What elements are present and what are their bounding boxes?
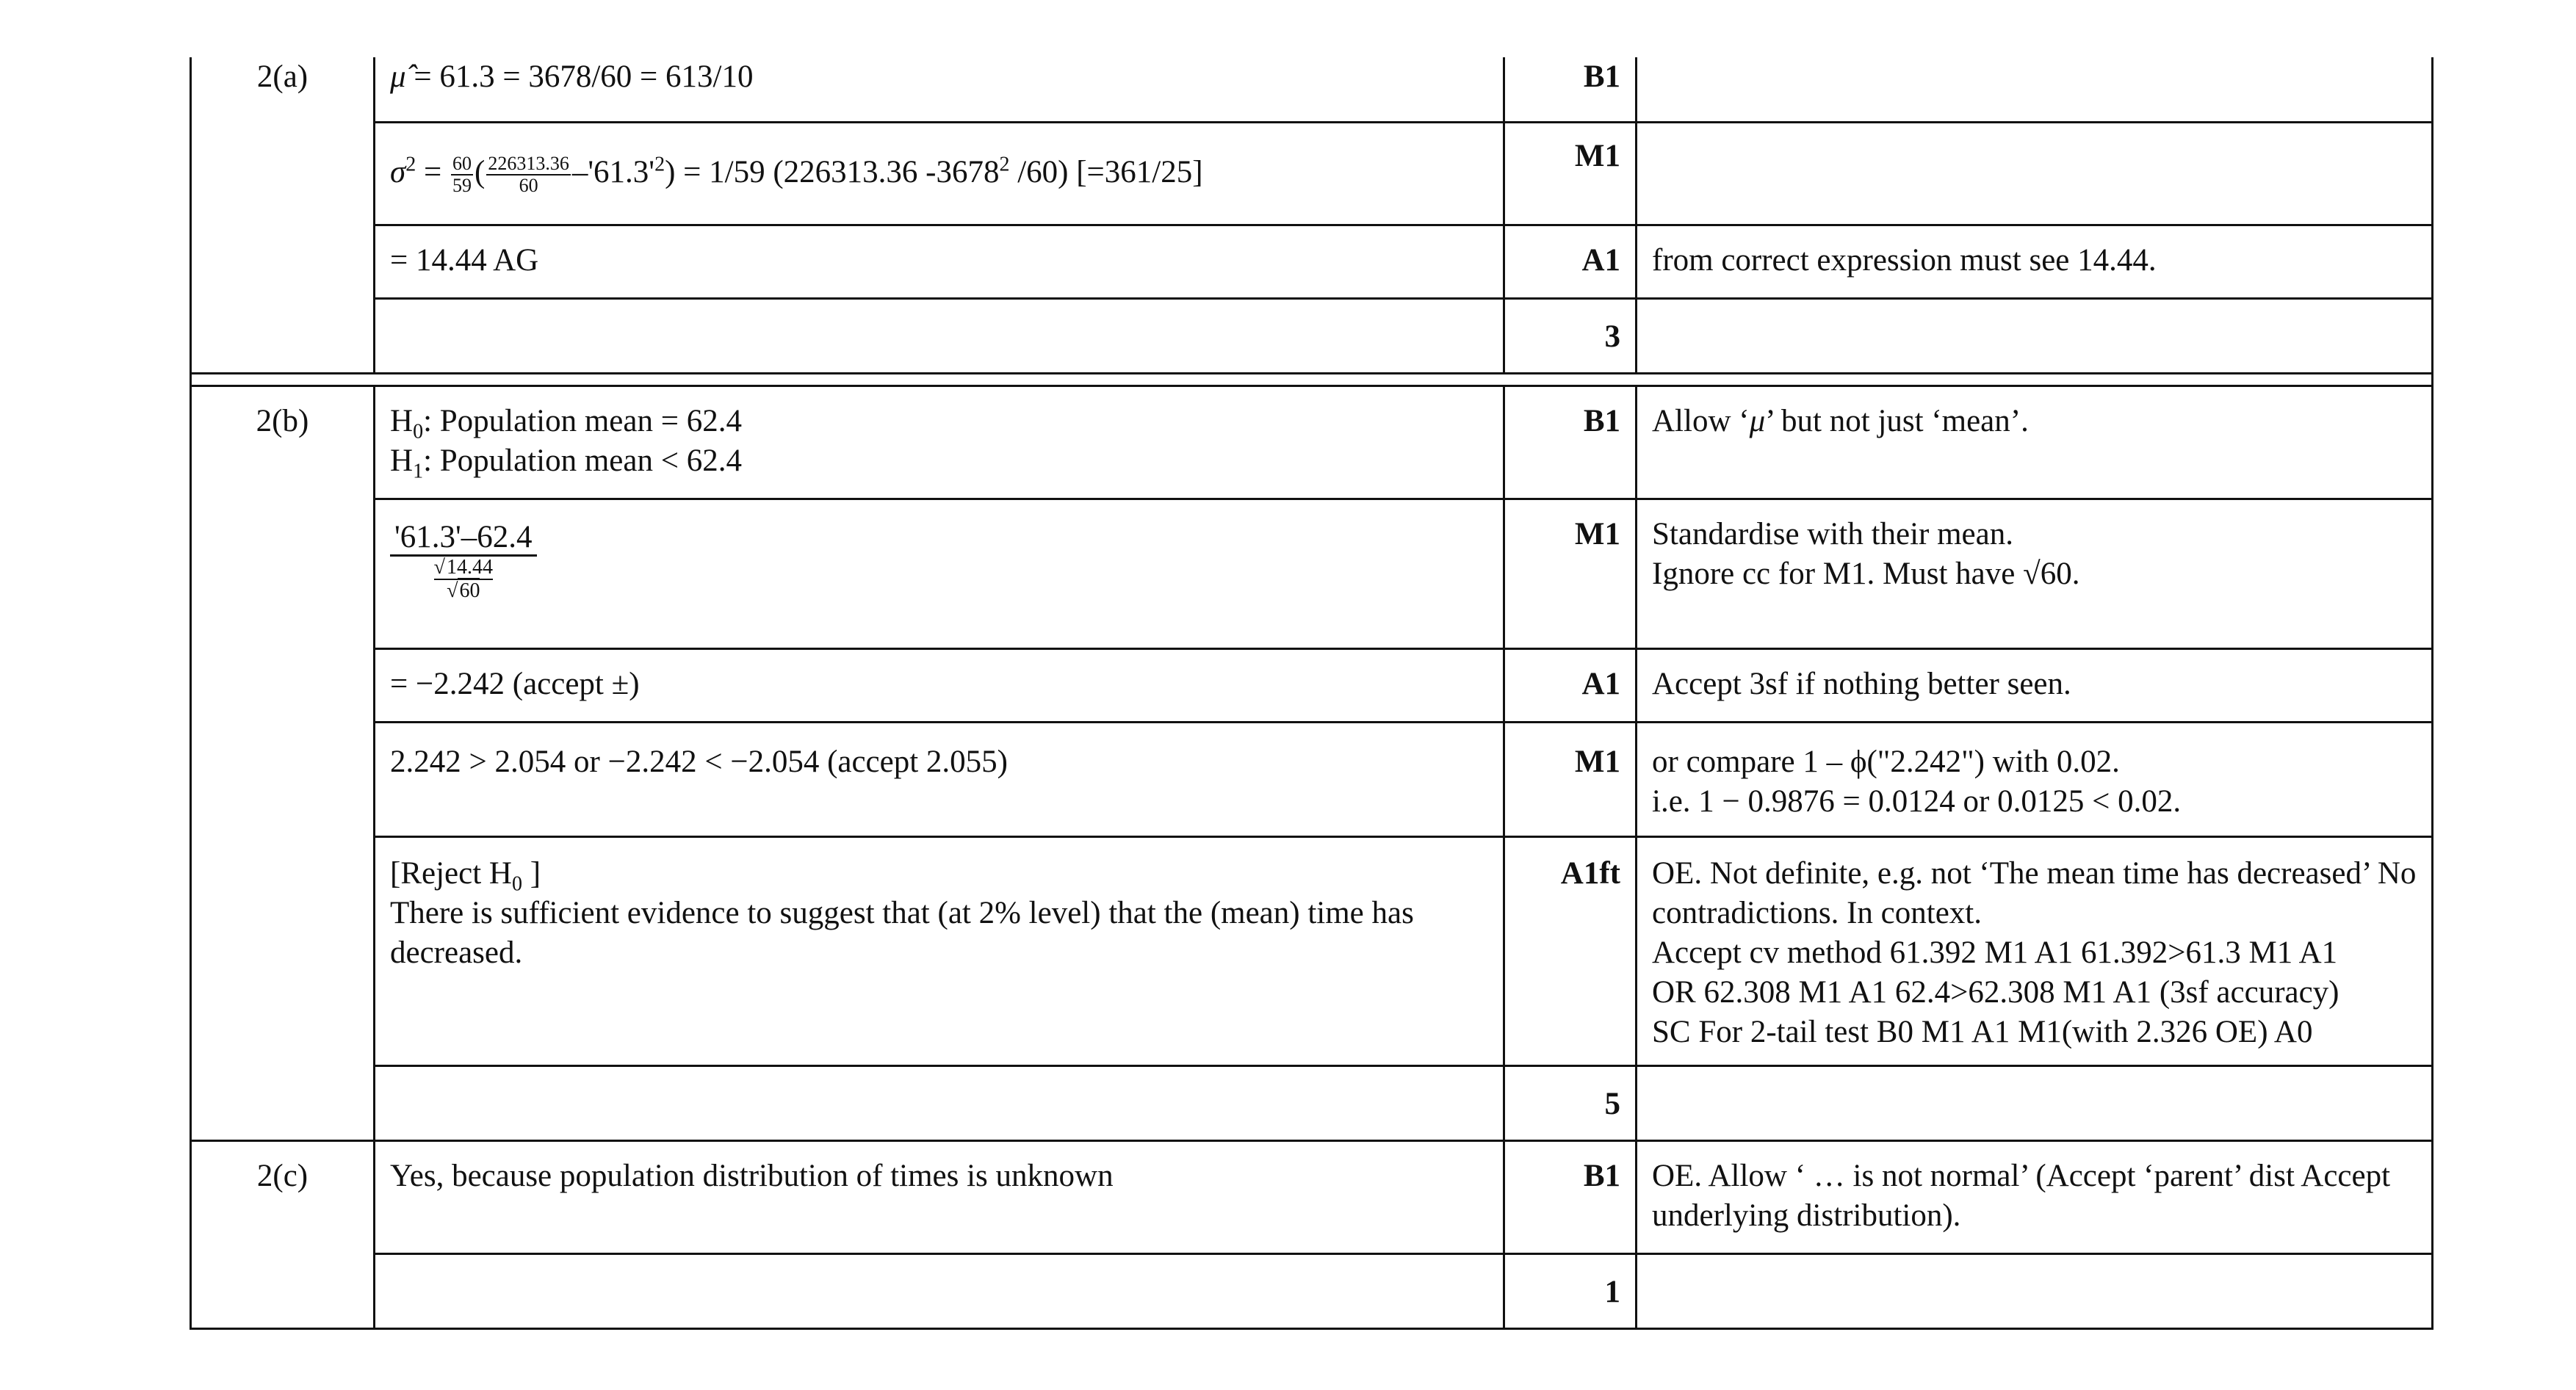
divider-cell	[191, 373, 2433, 385]
sqrt-value: 14.44	[446, 555, 493, 579]
h0-letter: H	[390, 403, 414, 438]
table-row	[191, 225, 2433, 298]
guidance-text: OR 62.308 M1 A1 62.4>62.308 M1 A1 (3sf accuracy)	[1652, 974, 2339, 1010]
answer-sigma-squared: $\sigma^2$ = $\frac{60}{59}$ ( $\frac{226313.36}{60}$ $-'61.3'^2) = 1/59$ (226313.36 -3678$^2$ /60) [=361/25]	[375, 122, 1504, 225]
fraction-denominator: 59	[452, 174, 472, 196]
mu-symbol: μ	[1749, 403, 1766, 438]
nested-denominator: √60	[447, 579, 480, 602]
total-marks-2b: 5	[1504, 1065, 1637, 1140]
mark-a1ft: A1ft	[1504, 836, 1637, 1065]
question-label-2a: 2(a)	[191, 57, 375, 373]
sigma-tail: /60) [=361/25]	[1009, 154, 1203, 189]
guidance-a1	[1637, 225, 2433, 298]
sigma-rest: ) = 1/59 (226313.36 -3678	[665, 154, 1000, 189]
standardise-fraction	[390, 521, 537, 602]
fraction-numerator: 60	[452, 152, 472, 174]
guidance-empty	[1637, 1065, 2433, 1140]
guidance-empty	[1637, 122, 2433, 225]
reject-text: ]	[522, 855, 541, 891]
sigma-mid-term: –'61.3'	[571, 154, 655, 189]
answer-compare	[375, 722, 1504, 836]
nested-fraction	[434, 557, 493, 602]
table-row	[191, 1253, 2433, 1328]
answer-empty	[375, 1065, 1504, 1140]
table-row	[191, 385, 2433, 499]
mark-b1: B1	[1504, 57, 1637, 122]
reject-text: [Reject H	[390, 855, 512, 891]
guidance-text: Accept 3sf if nothing better seen.	[1652, 666, 2071, 701]
fraction-sum-x2	[486, 153, 571, 196]
mu-hat-expression: = 61.3 = 3678/60 = 613/10	[405, 59, 754, 94]
mark-m1: M1	[1504, 122, 1637, 225]
guidance-text: from correct expression must see 14.44.	[1652, 242, 2157, 278]
guidance-empty	[1637, 57, 2433, 122]
table-row	[191, 836, 2433, 1065]
guidance-text: ’ but not just ‘mean’.	[1765, 403, 2029, 438]
guidance-b1	[1637, 385, 2433, 499]
sqrt-value: 60	[459, 579, 480, 602]
h1-letter: H	[390, 443, 414, 478]
result-text: = 14.44 AG	[390, 242, 539, 278]
table-row	[191, 722, 2433, 836]
guidance-text: Accept cv method 61.392 M1 A1 61.392>61.3 M1 A1	[1652, 935, 2338, 970]
mark-a1: A1	[1504, 225, 1637, 298]
table-row	[191, 122, 2433, 225]
nested-numerator: √14.44	[433, 555, 493, 579]
mark-b1: B1	[1504, 1140, 1637, 1253]
h0-subscript: 0	[413, 420, 424, 444]
mark-m1: M1	[1504, 722, 1637, 836]
guidance-m1-compare	[1637, 722, 2433, 836]
mark-scheme-table	[190, 57, 2434, 1330]
question-label-2c: 2(c)	[191, 1140, 375, 1328]
fraction-numerator: 226313.36	[488, 152, 569, 174]
guidance-m1	[1637, 499, 2433, 648]
guidance-text: OE. Allow ‘ … is not normal’ (Accept ‘parent’ dist Accept underlying distribution).	[1652, 1158, 2391, 1233]
fraction-numerator: '61.3'–62.4	[390, 521, 537, 557]
answer-conclusion	[375, 836, 1504, 1065]
answer-result	[375, 225, 1504, 298]
fraction-denominator	[390, 557, 537, 602]
table-row	[191, 1140, 2433, 1253]
guidance-text: i.e. 1 − 0.9876 = 0.0124 or 0.0125 < 0.02.	[1652, 783, 2182, 819]
guidance-empty	[1637, 1253, 2433, 1328]
guidance-text: SC For 2-tail test B0 M1 A1 M1(with 2.326 OE) A0	[1652, 1014, 2313, 1049]
guidance-text: OE. Not definite, e.g. not ‘The mean time has decreased’ No contradictions. In context.	[1652, 855, 2417, 930]
answer-empty	[375, 1253, 1504, 1328]
guidance-text: or compare 1 – ϕ("2.242") with 0.02.	[1652, 744, 2120, 779]
guidance-empty	[1637, 298, 2433, 373]
mark-a1: A1	[1504, 648, 1637, 722]
total-marks-2a: 3	[1504, 298, 1637, 373]
h1-text: : Population mean < 62.4	[423, 443, 742, 478]
fraction-denominator: 60	[519, 174, 538, 196]
guidance-a1ft	[1637, 836, 2433, 1065]
guidance-a1	[1637, 648, 2433, 722]
h1-subscript: 1	[413, 460, 424, 483]
answer-hypotheses	[375, 385, 1504, 499]
answer-z-value	[375, 648, 1504, 722]
table-row	[191, 298, 2433, 373]
answer-standardise	[375, 499, 1504, 648]
sigma-symbol: σ	[390, 154, 406, 189]
answer-mu-hat	[375, 57, 1504, 122]
mark-m1: M1	[1504, 499, 1637, 648]
sigma-equals: =	[416, 154, 450, 189]
answer-2c	[375, 1140, 1504, 1253]
guidance-2c	[1637, 1140, 2433, 1253]
rest-superscript: 2	[999, 153, 1010, 176]
mu-hat-symbol: μ̂	[390, 59, 406, 94]
guidance-text: Standardise with their mean.	[1652, 516, 2013, 551]
z-value-text: = −2.242 (accept ±)	[390, 666, 640, 701]
guidance-text: Allow ‘	[1652, 403, 1750, 438]
question-label-2b: 2(b)	[191, 385, 375, 1140]
table-row	[191, 499, 2433, 648]
table-row	[191, 648, 2433, 722]
table-row	[191, 1065, 2433, 1140]
sigma-superscript: 2	[405, 153, 416, 176]
answer-empty	[375, 298, 1504, 373]
reject-subscript: 0	[511, 872, 522, 896]
mark-b1: B1	[1504, 385, 1637, 499]
conclusion-text: There is sufficient evidence to suggest that (at 2% level) that the (mean) time has decreased.	[390, 895, 1414, 970]
h0-text: : Population mean = 62.4	[423, 403, 742, 438]
compare-text: 2.242 > 2.054 or −2.242 < −2.054 (accept 2.055)	[390, 744, 1008, 779]
table-row	[191, 57, 2433, 122]
fraction-60-59	[451, 153, 473, 196]
answer-text: Yes, because population distribution of times is unknown	[390, 1158, 1114, 1193]
mid-superscript: 2	[654, 153, 665, 176]
section-divider	[191, 373, 2433, 385]
guidance-text: Ignore cc for M1. Must have √60.	[1652, 556, 2080, 591]
total-marks-2c: 1	[1504, 1253, 1637, 1328]
